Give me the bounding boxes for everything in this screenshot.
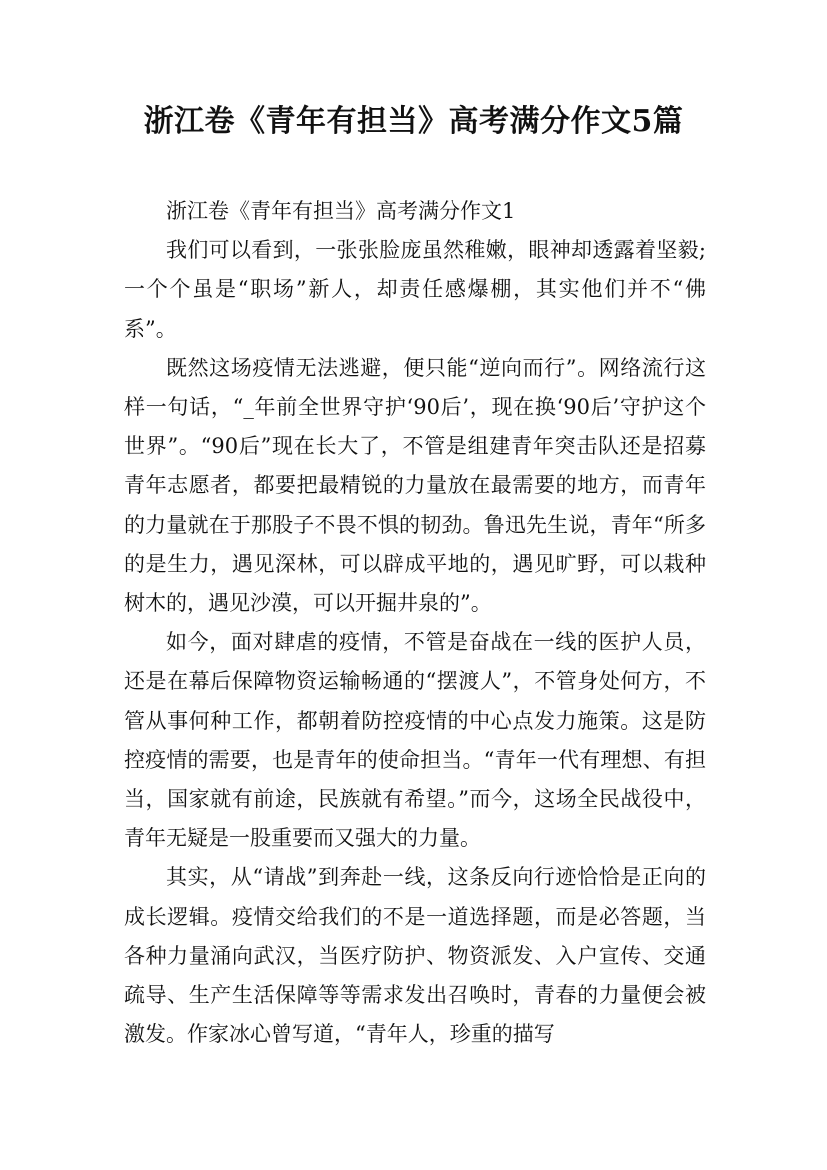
document-title: 浙江卷《青年有担当》高考满分作文5篇: [143, 104, 684, 139]
paragraph-2: 既然这场疫情无法逃避，便只能“逆向而行”。网络流行这样一句话，“_年前全世界守护‘90后’，现在换‘90后’守护这个世界”。“90后”现在长大了，不管是组建青年突击队还是招募青年志愿者，都要把最精锐的力量放在最需要的地方，而青年的力量就在于那股子不畏不惧的韧劲。鲁迅先生说，青年“所多的是生力，遇见深林，可以辟成平地的，遇见旷野，可以栽种树木的，遇见沙漠，可以开掘井泉的”。: [124, 355, 706, 616]
paragraph-1: 我们可以看到，一张张脸庞虽然稚嫩，眼神却透露着坚毅;一个个虽是“职场”新人，却责任感爆棚，其实他们并不“佛系”。: [124, 238, 706, 341]
essay-heading: 浙江卷《青年有担当》高考满分作文1: [166, 199, 516, 223]
paragraph-3: 如今，面对肆虐的疫情，不管是奋战在一线的医护人员，还是在幕后保障物资运输畅通的“摆渡人”，不管身处何方，不管从事何种工作，都朝着防控疫情的中心点发力施策。这是防控疫情的需要，也是青年的使命担当。“青年一代有理想、有担当，国家就有前途，民族就有希望。”而今，这场全民战役中，青年无疑是一股重要而又强大的力量。: [124, 630, 706, 851]
paragraph-4: 其实，从“请战”到奔赴一线，这条反向行迹恰恰是正向的成长逻辑。疫情交给我们的不是一道选择题，而是必答题，当各种力量涌向武汉，当医疗防护、物资派发、入户宣传、交通疏导、生产生活保障等等需求发出召唤时，青春的力量便会被激发。作家冰心曾写道，“青年人，珍重的描写: [124, 865, 706, 1047]
document-body: [124, 192, 706, 1054]
